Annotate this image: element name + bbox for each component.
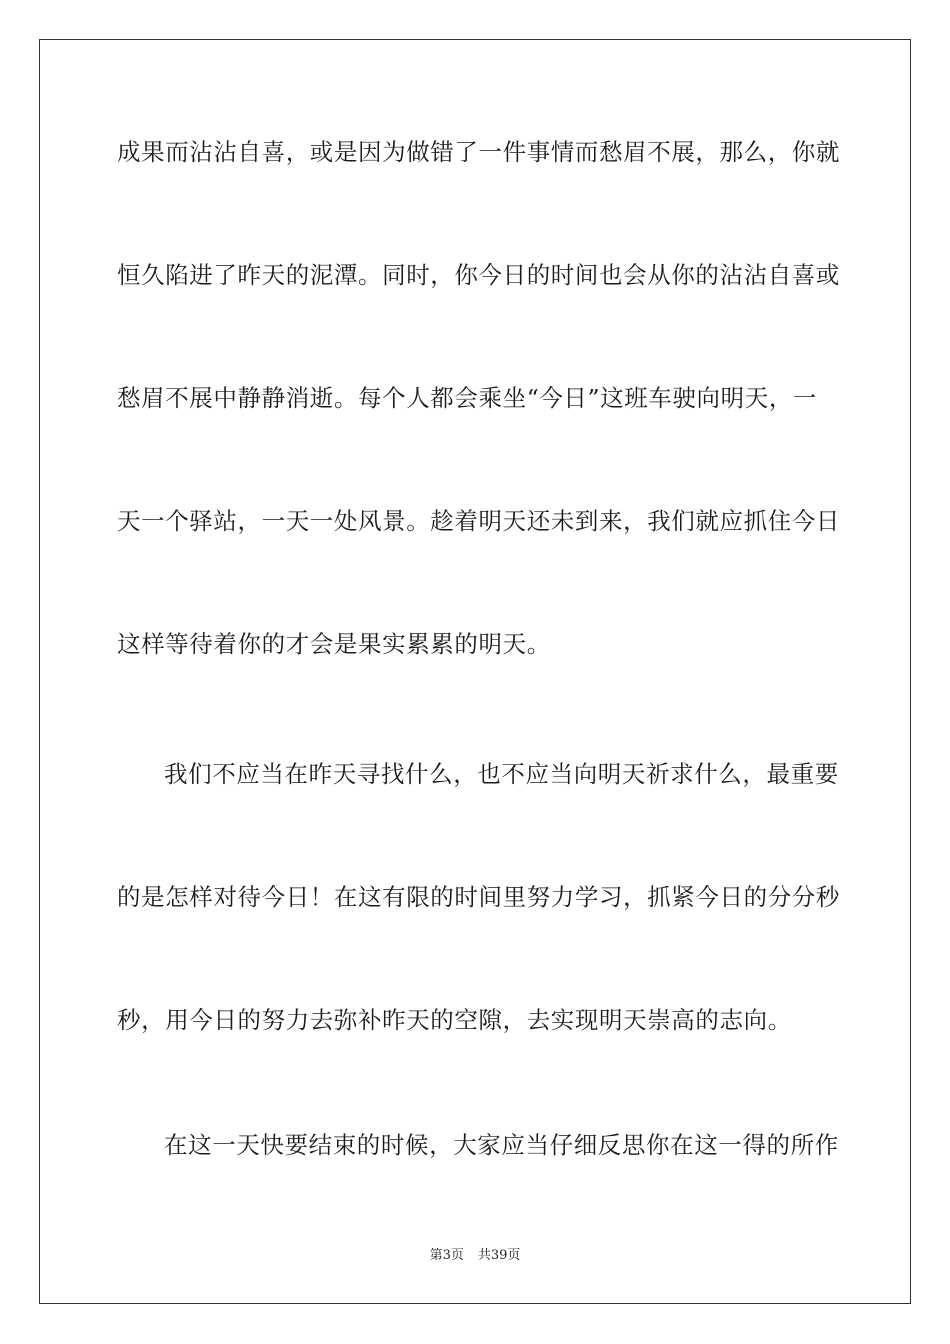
page-footer bbox=[0, 1247, 950, 1265]
body-text-line: 的是怎样对待今日！在这有限的时间里努力学习，抓紧今日的分分秒 bbox=[117, 883, 840, 911]
paragraph-first-line: 我们不应当在昨天寻找什么，也不应当向明天祈求什么，最重要 bbox=[164, 760, 839, 788]
body-text-line: 这样等待着你的才会是果实累累的明天。 bbox=[117, 630, 551, 658]
body-text-line: 成果而沾沾自喜，或是因为做错了一件事情而愁眉不展，那么，你就 bbox=[117, 138, 840, 166]
body-text-line: 秒，用今日的努力去弥补昨天的空隙，去实现明天崇高的志向。 bbox=[117, 1006, 792, 1034]
page-number: 第3页 bbox=[429, 1248, 464, 1263]
body-text-line: 愁眉不展中静静消逝。每个人都会乘坐“今日”这班车驶向明天，一 bbox=[117, 384, 818, 412]
body-text-line: 恒久陷进了昨天的泥潭。同时，你今日的时间也会从你的沾沾自喜或 bbox=[117, 261, 840, 289]
paragraph-first-line: 在这一天快要结束的时候，大家应当仔细反思你在这一得的所作 bbox=[164, 1131, 839, 1159]
body-text-line: 天一个驿站，一天一处风景。趁着明天还未到来，我们就应抓住今日 bbox=[117, 507, 840, 535]
page-total: 共39页 bbox=[477, 1248, 521, 1263]
page-border bbox=[39, 39, 911, 1304]
